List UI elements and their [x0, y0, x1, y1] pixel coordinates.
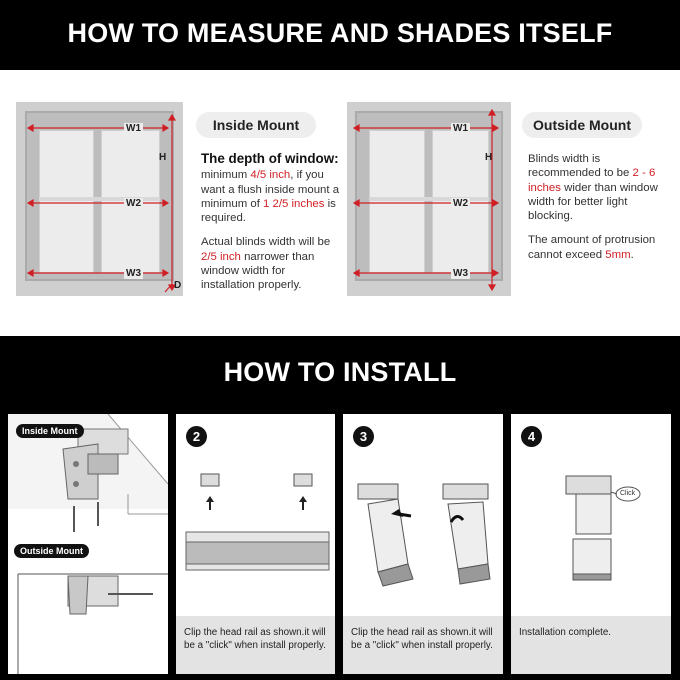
- inside-mount-pill: Inside Mount: [196, 112, 316, 138]
- outside-mount-text: Blinds width is recommended to be 2 - 6 inches wider than window width for better light blocking. The amount of protrusion cannot exceed 5mm.: [528, 153, 658, 261]
- head-rail-illustration: [176, 414, 335, 614]
- w2-label: W2: [126, 198, 141, 209]
- inside-mount-text: The depth of window: minimum 4/5 inch, if you want a flush inside mount a minimum of 1 2/5 inches is required. Actual blinds width will be 2/5 inch narrower than window width for installation properly.: [201, 151, 340, 292]
- step-4-panel: [511, 414, 671, 674]
- depth-heading: The depth of window:: [201, 151, 339, 166]
- outside-mount-tag: Outside Mount: [14, 544, 89, 558]
- outside-mount-pill: Outside Mount: [522, 112, 642, 138]
- measure-section: [0, 70, 680, 336]
- w2-label: W2: [453, 198, 468, 209]
- d-label: D: [174, 280, 182, 291]
- step-3-caption: Clip the head rail as shown.it will be a "click" when install properly.: [343, 616, 503, 674]
- installed-illustration: [511, 414, 671, 614]
- clip-rail-illustration: [343, 414, 503, 614]
- h-label: H: [159, 152, 167, 163]
- step-2-number: 2: [186, 426, 207, 447]
- click-callout: Click: [620, 490, 636, 497]
- step-4-number: 4: [521, 426, 542, 447]
- step-1-panel: [8, 414, 168, 674]
- install-section: [0, 410, 680, 680]
- step-3-number: 3: [353, 426, 374, 447]
- outside-dimension-lines: [340, 70, 520, 336]
- step-4-caption: Installation complete.: [511, 616, 671, 674]
- h-label: H: [485, 152, 493, 163]
- w3-label: W3: [453, 268, 468, 279]
- page-title: HOW TO MEASURE AND SHADES ITSELF: [67, 18, 613, 48]
- w1-label: W1: [126, 123, 141, 134]
- step-2-panel: [176, 414, 335, 674]
- w1-label: W1: [453, 123, 468, 134]
- inside-mount-tag: Inside Mount: [16, 424, 84, 438]
- w3-label: W3: [126, 268, 141, 279]
- step-3-panel: [343, 414, 503, 674]
- step-2-caption: Clip the head rail as shown.it will be a "click" when install properly.: [176, 616, 335, 674]
- install-title: HOW TO INSTALL: [223, 357, 457, 387]
